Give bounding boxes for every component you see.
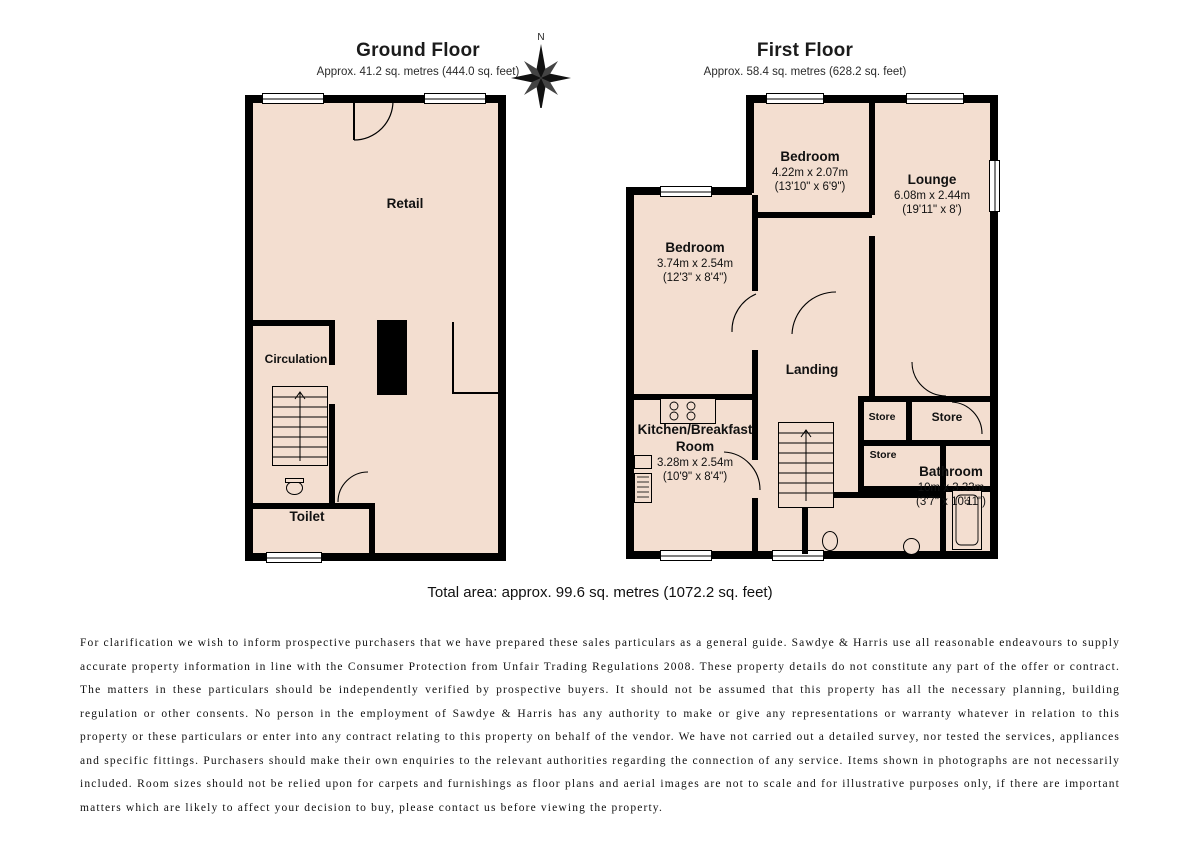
- door-ground-entrance: [353, 100, 397, 144]
- kitchen-hob-icon: [660, 398, 716, 424]
- retail-counter-base: [452, 392, 498, 394]
- window-first-top-left: [766, 93, 824, 104]
- room-label-lounge: [862, 172, 1002, 218]
- room-label-bedroom-2: [622, 240, 768, 286]
- landing-name: Landing: [785, 362, 839, 377]
- disclaimer-text: For clarification we wish to inform prospective purchasers that we have prepared these sales particulars as a general guide. Sawdye & Harris use all reasonable endeavours to supply accurate property information in line with the Consumer Protection from Unfair Trading Regulations 2008. These property details do not constitute any part of the offer or contract. The matters in these particulars should be independently verified by prospective buyers. It should not be assumed that this property has all the necessary planning, building regulation or other consents. No person in the employment of Sawdye & Harris has any authority to make or give any representations or warranty whatever in relation to this property or these particulars or enter into any contract relating to this property on behalf of the vendor. We have not carried out a detailed survey, nor tested the services, appliances and specific fittings. Purchasers should make their own enquiries to the relevant authorities regarding the connection of any service. Items shown in photographs are not necessarily included. Room sizes should not be relied upon for carpets and furnishings as floor plans and aerial images are not to scale and for illustrative purposes only, if there are important matters which are likely to affect your decision to buy, please contact us before viewing the property.: [80, 637, 1120, 814]
- wall-toilet-right: [369, 503, 375, 555]
- retail-counter-edge: [452, 322, 454, 394]
- lounge-name: Lounge: [907, 172, 957, 187]
- kitchen-dim-ft: (10'9" x 8'4"): [662, 471, 728, 484]
- wall-ground-left: [245, 95, 253, 561]
- bedroom2-dim-ft: (12'3" x 8'4"): [662, 272, 728, 285]
- wall-ground-right: [498, 95, 506, 561]
- room-label-store-b: [912, 410, 982, 425]
- lounge-dim-ft: (19'11" x 8'): [902, 204, 962, 217]
- window-first-top-right: [906, 93, 964, 104]
- room-label-retail: [330, 196, 480, 213]
- toilet-cistern-icon: [285, 478, 304, 483]
- total-area-label: Total area: approx. 99.6 sq. metres (1072.2 sq. feet): [427, 584, 773, 601]
- compass-north-label: N: [537, 32, 545, 43]
- bathroom-wc-icon: [822, 531, 838, 551]
- compass-rose-graphic: [505, 32, 577, 108]
- door-bedroom1: [788, 290, 840, 336]
- bedroom1-dim-m: 4.22m x 2.07m: [771, 166, 849, 179]
- bedroom1-dim-ft: (13'10" x 6'9"): [774, 181, 846, 194]
- store-c-name: Store: [869, 449, 897, 461]
- bedroom2-name: Bedroom: [665, 240, 725, 255]
- circulation-name: Circulation: [264, 352, 328, 366]
- compass-rose-icon: [505, 32, 577, 108]
- toilet-wc-icon: [286, 481, 303, 495]
- kitchen-dim-m: 3.28m x 2.54m: [656, 456, 734, 469]
- structural-pillar: [377, 320, 407, 395]
- window-first-kitchen: [660, 550, 712, 561]
- wall-circulation-top: [251, 320, 335, 326]
- bathroom-dim-ft: (3'7" x 10'11"): [916, 496, 986, 509]
- wall-store-mid: [858, 440, 992, 446]
- lounge-dim-m: 6.08m x 2.44m: [893, 189, 971, 202]
- room-label-landing: [752, 362, 872, 379]
- window-ground-bottom: [266, 552, 322, 563]
- kitchen-name-line1: Kitchen/Breakfast: [637, 422, 753, 437]
- bathroom-dim-m: 10m x 3.33m: [917, 481, 985, 494]
- room-label-circulation: [236, 352, 356, 367]
- hob-burners-icon: [661, 399, 715, 423]
- first-stairs-steps: [779, 423, 833, 507]
- ground-floor-name: Ground Floor: [356, 40, 480, 61]
- room-label-store-c: [852, 449, 914, 462]
- wall-circulation-right-lower: [329, 404, 335, 509]
- window-first-bedroom2: [660, 186, 712, 197]
- ground-stairs-steps: [273, 387, 327, 465]
- kitchen-name-line2: Room: [675, 438, 715, 454]
- toilet-name: Toilet: [289, 509, 325, 524]
- first-stairs: [778, 422, 834, 508]
- door-store-a: [910, 360, 948, 398]
- room-label-toilet: [262, 509, 352, 526]
- first-floor-name: First Floor: [756, 40, 854, 61]
- bedroom2-dim-m: 3.74m x 2.54m: [656, 257, 734, 270]
- store-a-name: Store: [868, 411, 896, 423]
- store-b-name: Store: [931, 410, 963, 424]
- room-label-bedroom-1: [740, 149, 880, 195]
- first-floor-area: Approx. 58.4 sq. metres (628.2 sq. feet): [703, 66, 907, 78]
- room-label-kitchen: [620, 422, 770, 485]
- wall-bedroom1-bottom: [752, 212, 872, 218]
- window-ground-top-left: [262, 93, 324, 104]
- retail-name: Retail: [386, 196, 424, 211]
- first-floor-title: [605, 40, 1005, 78]
- window-ground-top-right: [424, 93, 486, 104]
- door-bedroom2: [730, 292, 770, 350]
- bathroom-basin-icon: [903, 538, 920, 555]
- door-ground-toilet: [336, 470, 370, 504]
- room-label-store-a: [852, 411, 912, 424]
- ground-stairs: [272, 386, 328, 466]
- bathroom-name: Bathroom: [919, 464, 983, 479]
- window-first-bottom-mid: [772, 550, 824, 561]
- bedroom1-name: Bedroom: [780, 149, 840, 164]
- wall-kitchen-right-lower: [752, 498, 758, 553]
- ground-floor-area: Approx. 41.2 sq. metres (444.0 sq. feet): [316, 66, 520, 78]
- room-label-bathroom: [892, 464, 1010, 510]
